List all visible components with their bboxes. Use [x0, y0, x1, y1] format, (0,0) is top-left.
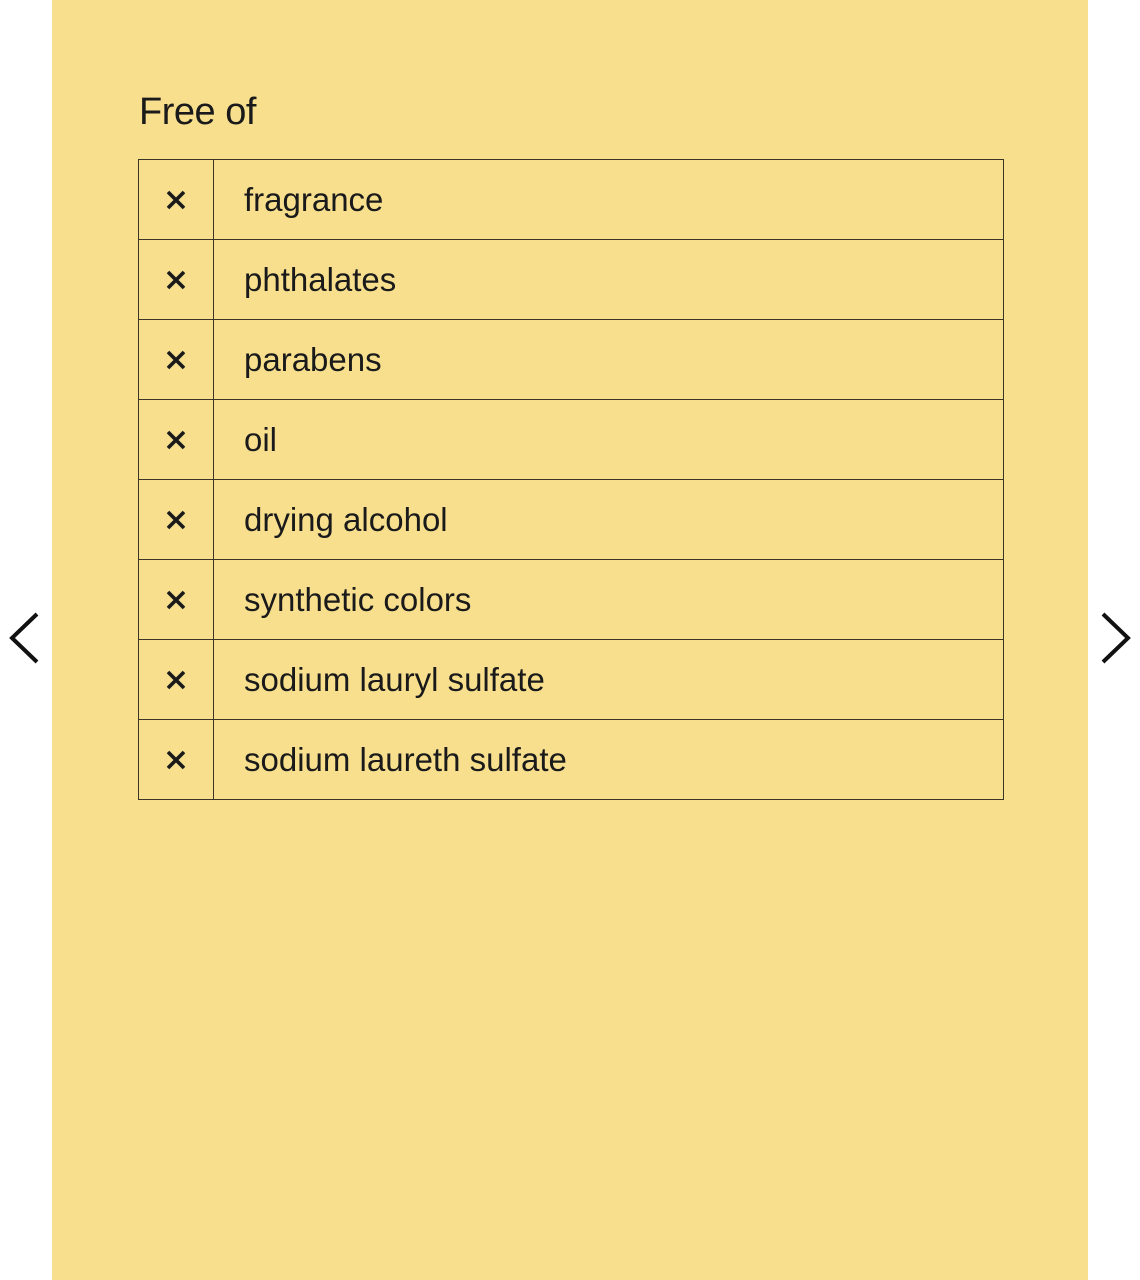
x-icon	[165, 509, 187, 531]
item-label: sodium lauryl sulfate	[214, 640, 1004, 720]
x-icon	[165, 749, 187, 771]
chevron-left-icon	[4, 610, 44, 666]
mark-cell	[139, 720, 214, 800]
table-row	[139, 400, 1004, 480]
mark-cell	[139, 160, 214, 240]
table-row	[139, 240, 1004, 320]
mark-cell	[139, 240, 214, 320]
table-row	[139, 560, 1004, 640]
item-label: sodium laureth sulfate	[214, 720, 1004, 800]
chevron-right-icon	[1096, 610, 1136, 666]
table-row	[139, 720, 1004, 800]
x-icon	[165, 189, 187, 211]
section-heading: Free of	[139, 91, 256, 133]
mark-cell	[139, 320, 214, 400]
table-row	[139, 480, 1004, 560]
x-icon	[165, 589, 187, 611]
mark-cell	[139, 640, 214, 720]
next-slide-button[interactable]	[1096, 610, 1136, 666]
mark-cell	[139, 560, 214, 640]
item-label: oil	[214, 400, 1004, 480]
free-of-panel	[52, 0, 1088, 1280]
x-icon	[165, 669, 187, 691]
mark-cell	[139, 400, 214, 480]
item-label: drying alcohol	[214, 480, 1004, 560]
item-label: parabens	[214, 320, 1004, 400]
x-icon	[165, 349, 187, 371]
mark-cell	[139, 480, 214, 560]
free-of-table	[138, 159, 1004, 800]
previous-slide-button[interactable]	[4, 610, 44, 666]
x-icon	[165, 429, 187, 451]
x-icon	[165, 269, 187, 291]
item-label: phthalates	[214, 240, 1004, 320]
table-row	[139, 640, 1004, 720]
table-row	[139, 160, 1004, 240]
table-row	[139, 320, 1004, 400]
item-label: fragrance	[214, 160, 1004, 240]
item-label: synthetic colors	[214, 560, 1004, 640]
